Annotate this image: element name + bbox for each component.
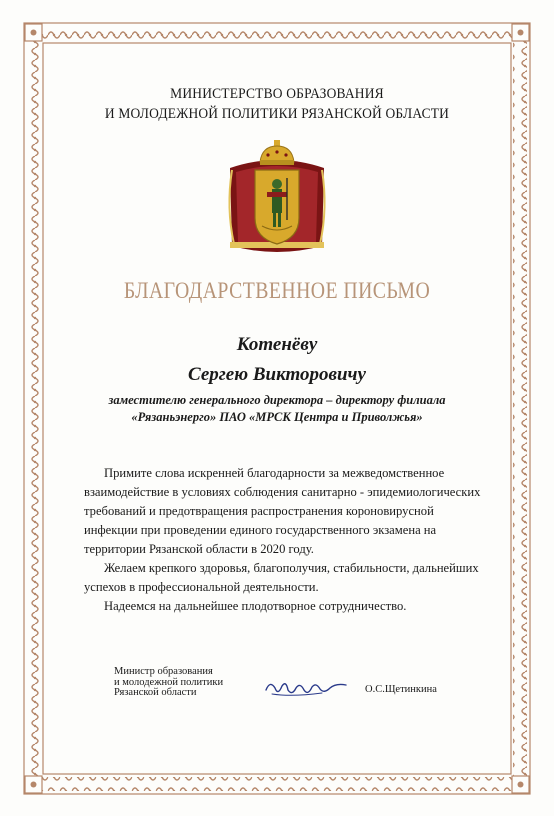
signatory-title-line-2: и молодежной политики — [114, 676, 224, 688]
recipient-surname: Котенёву — [236, 334, 318, 355]
position-line-2: «Рязаньэнерго» ПАО «МРСК Центра и Приволжья» — [131, 410, 423, 424]
letter-body — [0, 464, 554, 616]
handwritten-signature — [262, 676, 352, 700]
signatory-title — [114, 667, 223, 699]
signatory-title-line-3: Рязанской области — [114, 687, 197, 698]
ministry-line-2: И МОЛОДЕЖНОЙ ПОЛИТИКИ РЯЗАНСКОЙ ОБЛАСТИ — [104, 106, 450, 122]
recipient-name: Сергею Викторовичу — [188, 364, 366, 385]
signer-name: О.С.Щетинкина — [365, 684, 437, 695]
body-line: Надеемся на дальнейшее плодотворное сотрудничество. — [104, 599, 407, 613]
signatory-title-line-1: Министр образования — [114, 666, 213, 677]
body-line: территории Рязанской области в 2020 году. — [84, 542, 314, 556]
ministry-header — [19, 84, 534, 124]
ministry-line-1: МИНИСТЕРСТВО ОБРАЗОВАНИЯ — [170, 86, 384, 102]
body-line: взаимодействие в условиях соблюдения санитарно - эпидемиологических — [84, 485, 481, 499]
recipient-position — [0, 392, 554, 426]
body-line: успехов в профессиональной деятельности. — [84, 580, 319, 594]
body-line: Желаем крепкого здоровья, благополучия, стабильности, дальнейших — [104, 561, 479, 575]
body-line: требований и предотвращения распространения короновирусной — [84, 504, 434, 518]
document-title: БЛАГОДАРСТВЕННОЕ ПИСЬМО — [123, 278, 431, 303]
coat-of-arms-icon — [222, 138, 332, 263]
body-line: инфекции при проведении единого государственного экзамена на — [84, 523, 437, 537]
body-line: Примите слова искренней благодарности за межведомственное — [104, 466, 445, 480]
position-line-1: заместителю генерального директора – директору филиала — [108, 393, 446, 407]
